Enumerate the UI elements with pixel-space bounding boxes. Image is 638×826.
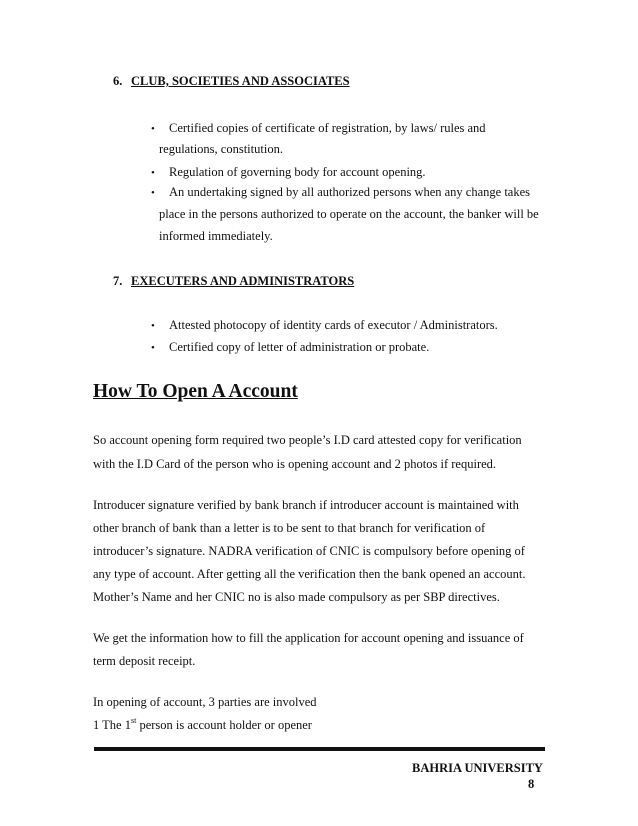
paragraph-line: other branch of bank than a letter is to be sent to that branch for verification of — [93, 521, 486, 535]
bullet-line: informed immediately. — [159, 229, 273, 243]
footer-rule — [94, 747, 545, 751]
paragraph-line: So account opening form required two people’s I.D card attested copy for verification — [93, 433, 522, 447]
bullet-line: regulations, constitution. — [159, 142, 283, 156]
page-heading: How To Open A Account — [93, 381, 298, 402]
bullet-icon: • — [151, 320, 155, 332]
bullet-line: Attested photocopy of identity cards of executor / Administrators. — [169, 318, 498, 332]
line-prefix: 1 The 1 — [93, 718, 131, 732]
bullet-icon: • — [151, 167, 155, 179]
paragraph-line: any type of account. After getting all the verification then the bank opened an account. — [93, 567, 526, 581]
paragraph-line: Introducer signature verified by bank branch if introducer account is maintained with — [93, 498, 519, 512]
bullet-icon: • — [151, 342, 155, 354]
section-7-number: 7. — [113, 274, 123, 288]
paragraph-line: introducer’s signature. NADRA verification of CNIC is compulsory before opening of — [93, 544, 525, 558]
paragraph-line: Mother’s Name and her CNIC no is also made compulsory as per SBP directives. — [93, 590, 500, 604]
section-6-title: CLUB, SOCIETIES AND ASSOCIATES — [131, 74, 350, 88]
line-suffix: person is account holder or opener — [136, 718, 312, 732]
bullet-line: Certified copies of certificate of registration, by laws/ rules and — [169, 121, 486, 135]
bullet-icon: • — [151, 123, 155, 135]
page-number: 8 — [528, 777, 535, 791]
paragraph-line: term deposit receipt. — [93, 654, 196, 668]
paragraph-line: In opening of account, 3 parties are involved — [93, 695, 317, 709]
bullet-line: place in the persons authorized to operate on the account, the banker will be — [159, 207, 539, 221]
footer-university: BAHRIA UNIVERSITY — [412, 761, 543, 775]
section-6-number: 6. — [113, 74, 123, 88]
bullet-line: An undertaking signed by all authorized persons when any change takes — [169, 185, 531, 199]
bullet-icon: • — [151, 187, 155, 199]
bullet-line: Certified copy of letter of administration or probate. — [169, 340, 430, 354]
ordinal-superscript: st — [130, 716, 137, 725]
paragraph-line: with the I.D Card of the person who is opening account and 2 photos if required. — [93, 457, 497, 471]
bullet-line: Regulation of governing body for account opening. — [169, 165, 426, 179]
paragraph-line-superscript — [93, 718, 312, 733]
paragraph-line: We get the information how to fill the application for account opening and issuance of — [93, 631, 524, 645]
section-7-title: EXECUTERS AND ADMINISTRATORS — [131, 274, 355, 288]
